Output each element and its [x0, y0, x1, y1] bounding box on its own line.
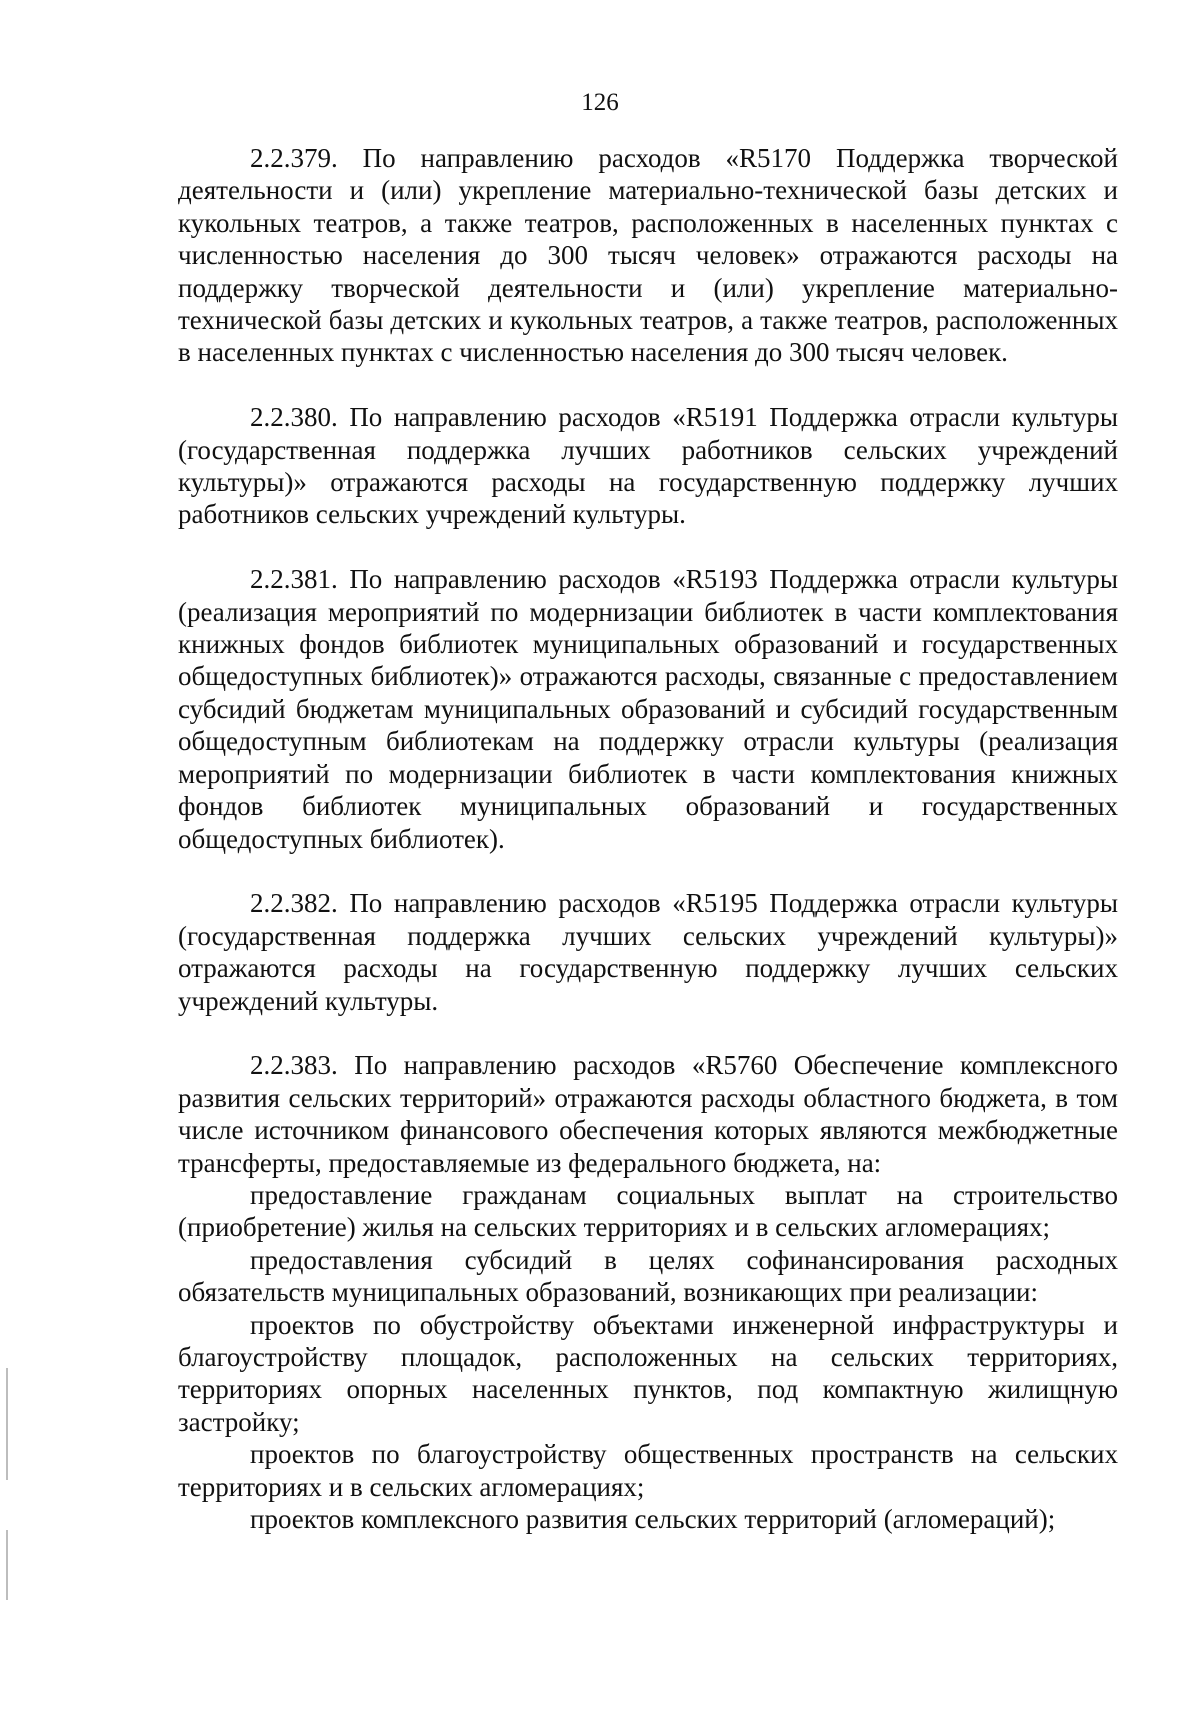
paragraph-2-2-383: 2.2.383. По направлению расходов «R5760 Обеспечение комплексного развития сельских территорий» отражаются расходы областного бюджета, в том числе источником финансового обеспечения которых являются межбюджетные трансферты, предоставляемые из федерального бюджета, на: — [178, 1050, 1118, 1178]
list-item-public-spaces: проектов по благоустройству общественных пространств на сельских территориях и в сельских агломерациях; — [178, 1439, 1118, 1502]
scan-edge-mark — [6, 1530, 8, 1600]
paragraph-2-2-382: 2.2.382. По направлению расходов «R5195 Поддержка отрасли культуры (государственная поддержка лучших сельских учреждений культуры)» отражаются расходы на государственную поддержку лучших сельских учреждений культуры. — [178, 888, 1118, 1016]
list-item-complex-development: проектов комплексного развития сельских территорий (агломераций); — [250, 1504, 1056, 1534]
list-item-engineering-infrastructure: проектов по обустройству объектами инженерной инфраструктуры и благоустройству площадок, расположенных на сельских территориях, территориях опорных населенных пунктов, под компактную жилищную застройку; — [178, 1309, 1118, 1437]
page-number: 126 — [581, 89, 619, 116]
list-item-subsidies: предоставления субсидий в целях софинансирования расходных обязательств муниципальных образований, возникающих при реализации: — [178, 1244, 1118, 1308]
document-body — [178, 142, 1118, 1535]
paragraph-2-2-379: 2.2.379. По направлению расходов «R5170 Поддержка творческой деятельности и (или) укрепление материально-технической базы детских и кукольных театров, а также театров, расположенных в населенных пунктах с численностью населения до 300 тысяч человек» отражаются расходы на поддержку творческой деятельности и (или) укрепление материально-технической базы детских и кукольных театров, а также театров, расположенных в населенных пунктах с численностью населения до 300 тысяч человек. — [178, 143, 1118, 368]
paragraph-2-2-380: 2.2.380. По направлению расходов «R5191 Поддержка отрасли культуры (государственная поддержка лучших работников сельских учреждений культуры)» отражаются расходы на государственную поддержку лучших работников сельских учреждений культуры. — [178, 402, 1118, 530]
scan-edge-mark — [6, 1368, 8, 1480]
paragraph-2-2-381: 2.2.381. По направлению расходов «R5193 Поддержка отрасли культуры (реализация мероприятий по модернизации библиотек в части комплектования книжных фондов библиотек муниципальных образований и государственных общедоступных библиотек)» отражаются расходы, связанные с предоставлением субсидий бюджетам муниципальных образований и субсидий государственным общедоступным библиотекам на поддержку отрасли культуры (реализация мероприятий по модернизации библиотек в части комплектования книжных фондов библиотек муниципальных образований и государственных общедоступных библиотек). — [178, 564, 1118, 854]
list-item-social-payments: предоставление гражданам социальных выплат на строительство (приобретение) жилья на сельских территориях и в сельских агломерациях; — [178, 1179, 1118, 1243]
